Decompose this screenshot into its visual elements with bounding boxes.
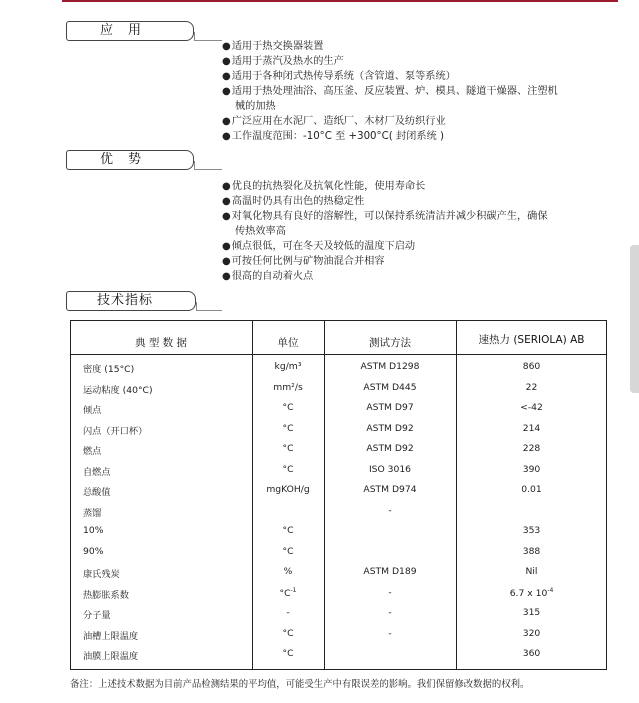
bullet-text: 高温时仍具有出色的热稳定性 (231, 196, 365, 207)
bullet-item (222, 84, 558, 99)
cell-property: 倾点 (83, 405, 102, 416)
bullet-text: 适用于热交换器装置 (231, 41, 324, 52)
cell-method: ASTM D1298 (360, 361, 420, 372)
section-header-advantages (66, 150, 194, 170)
cell-unit: - (286, 607, 290, 618)
bullet-item (222, 114, 446, 129)
cell-value: 320 (522, 628, 541, 639)
bullet-item (222, 269, 313, 284)
bullet-item (222, 179, 425, 194)
bullet-item (222, 39, 323, 54)
section-title-specs: 技术指标 (97, 293, 154, 308)
cell-unit: °C (282, 402, 294, 413)
cell-value: 390 (522, 464, 541, 475)
bullet-text: 优良的抗热裂化及抗氧化性能，使用寿命长 (231, 181, 426, 192)
cell-value: 315 (522, 607, 541, 618)
cell-unit: mgKOH/g (266, 484, 310, 495)
bullet-item (222, 209, 548, 224)
cell-method: - (388, 607, 392, 618)
cell-property: 密度 (15°C) (83, 364, 135, 375)
cell-unit: kg/m³ (274, 361, 302, 372)
header-connector-specs (196, 310, 222, 311)
bullet-dot-icon: ● (222, 196, 231, 207)
bullet-dot-icon: ● (222, 131, 231, 142)
cell-property: 燃点 (83, 446, 102, 457)
cell-unit: °C (282, 628, 294, 639)
cell-method: ASTM D97 (366, 402, 414, 413)
bullet-dot-icon: ● (222, 256, 231, 267)
bullet-item (235, 224, 286, 239)
bullet-dot-icon: ● (222, 71, 231, 82)
cell-value: 360 (522, 648, 541, 659)
footnote: 备注：上述技术数据为目前产品检测结果的平均值，可能受生产中有限误差的影响。我们保留修改数据的权利。 (70, 679, 530, 690)
bullet-dot-icon: ● (222, 181, 231, 192)
cell-method: - (388, 505, 392, 516)
bullet-item (222, 54, 344, 69)
cell-method: ASTM D445 (363, 382, 417, 393)
table-header-unit: 单位 (277, 337, 299, 349)
cell-value: 22 (525, 382, 538, 393)
cell-method: ASTM D92 (366, 443, 414, 454)
cell-value: 6.7 x $10^{-4}$ (509, 587, 554, 599)
cell-property: 热膨胀系数 (83, 590, 129, 601)
cell-method: ASTM D974 (363, 484, 417, 495)
cell-method: - (388, 628, 392, 639)
bullet-item (235, 99, 276, 114)
bullet-text: 械的加热 (235, 101, 276, 112)
cell-property: 油膜上限温度 (83, 651, 139, 662)
section-header-applications (66, 21, 194, 41)
bullet-text: 可按任何比例与矿物油混合并相容 (231, 256, 385, 267)
bullet-dot-icon: ● (222, 116, 231, 127)
header-tick-specs (196, 302, 197, 310)
cell-value: 214 (522, 423, 541, 434)
table-header-rule (70, 354, 607, 355)
cell-unit: °C (282, 546, 294, 557)
cell-property: 总酸值 (83, 487, 111, 498)
side-scroll-tab (630, 245, 639, 393)
cell-property: 油槽上限温度 (83, 631, 139, 642)
cell-property: 运动粘度 (40°C) (83, 385, 153, 396)
bullet-dot-icon: ● (222, 211, 231, 222)
bullet-text: 广泛应用在水泥厂、造纸厂、木材厂及纺织行业 (231, 116, 446, 127)
bullet-item (222, 239, 415, 254)
header-connector-advantages (194, 169, 222, 170)
cell-value: <-42 (520, 402, 543, 413)
cell-value: 0.01 (521, 484, 542, 495)
cell-unit: $^\circ C^{-1}$ (279, 587, 297, 599)
cell-unit: °C (282, 525, 294, 536)
header-tick-applications (194, 32, 195, 40)
cell-unit: °C (282, 464, 294, 475)
bullet-dot-icon: ● (222, 41, 231, 52)
bullet-item (222, 69, 456, 84)
cell-method: ASTM D92 (366, 423, 414, 434)
section-header-specs (66, 291, 196, 311)
cell-property: 康氏残炭 (83, 569, 120, 580)
header-tick-advantages (194, 161, 195, 169)
bullet-text: 传热效率高 (235, 226, 286, 237)
section-title-applications: 应 用 (100, 23, 143, 38)
cell-value: 228 (522, 443, 541, 454)
cell-value: 353 (522, 525, 541, 536)
bullet-text: 倾点很低，可在冬天及较低的温度下启动 (231, 241, 416, 252)
bullet-text: 适用于蒸汽及热水的生产 (231, 56, 344, 67)
bullet-dot-icon: ● (222, 86, 231, 97)
bullet-text: 很高的自动着火点 (231, 271, 314, 282)
bullet-dot-icon: ● (222, 271, 231, 282)
bullet-item (222, 129, 444, 144)
cell-property: 10% (83, 525, 104, 536)
cell-unit: °C (282, 423, 294, 434)
header-connector-applications (194, 40, 222, 41)
cell-property: 分子量 (83, 610, 111, 621)
table-header-method: 测试方法 (369, 337, 411, 349)
bullet-text: 适用于热处理油浴、高压釜、反应装置、炉、模具、隧道干燥器、注塑机 (231, 86, 558, 97)
cell-value: Nil (525, 566, 538, 577)
cell-value: 860 (522, 361, 541, 372)
bullet-text: 适用于各种闭式热传导系统（含管道、泵等系统） (231, 71, 456, 82)
bullet-text: 对氧化物具有良好的溶解性，可以保持系统清洁并减少积碳产生，确保 (231, 211, 548, 222)
bullet-dot-icon: ● (222, 241, 231, 252)
top-accent-rule (62, 0, 618, 2)
section-title-advantages: 优 势 (100, 152, 143, 167)
cell-method: ISO 3016 (368, 464, 412, 475)
cell-property: 闪点（开口杯） (83, 426, 148, 437)
bullet-item (222, 254, 385, 269)
cell-method: ASTM D189 (363, 566, 417, 577)
bullet-text: 工作温度范围：-10°C 至 +300°C( 封闭系统 ) (231, 131, 444, 142)
cell-value: 388 (522, 546, 541, 557)
cell-unit: mm²/s (273, 382, 303, 393)
table-header-product: 速热力 (SERIOLA) AB (478, 334, 585, 346)
cell-unit: °C (282, 648, 294, 659)
table-header-property: 典 型 数 据 (134, 337, 187, 349)
cell-property: 90% (83, 546, 104, 557)
cell-property: 蒸馏 (83, 508, 102, 519)
bullet-dot-icon: ● (222, 56, 231, 67)
cell-unit: °C (282, 443, 294, 454)
cell-method: - (388, 587, 392, 598)
bullet-item (222, 194, 364, 209)
cell-unit: % (283, 566, 293, 577)
cell-property: 自燃点 (83, 467, 111, 478)
